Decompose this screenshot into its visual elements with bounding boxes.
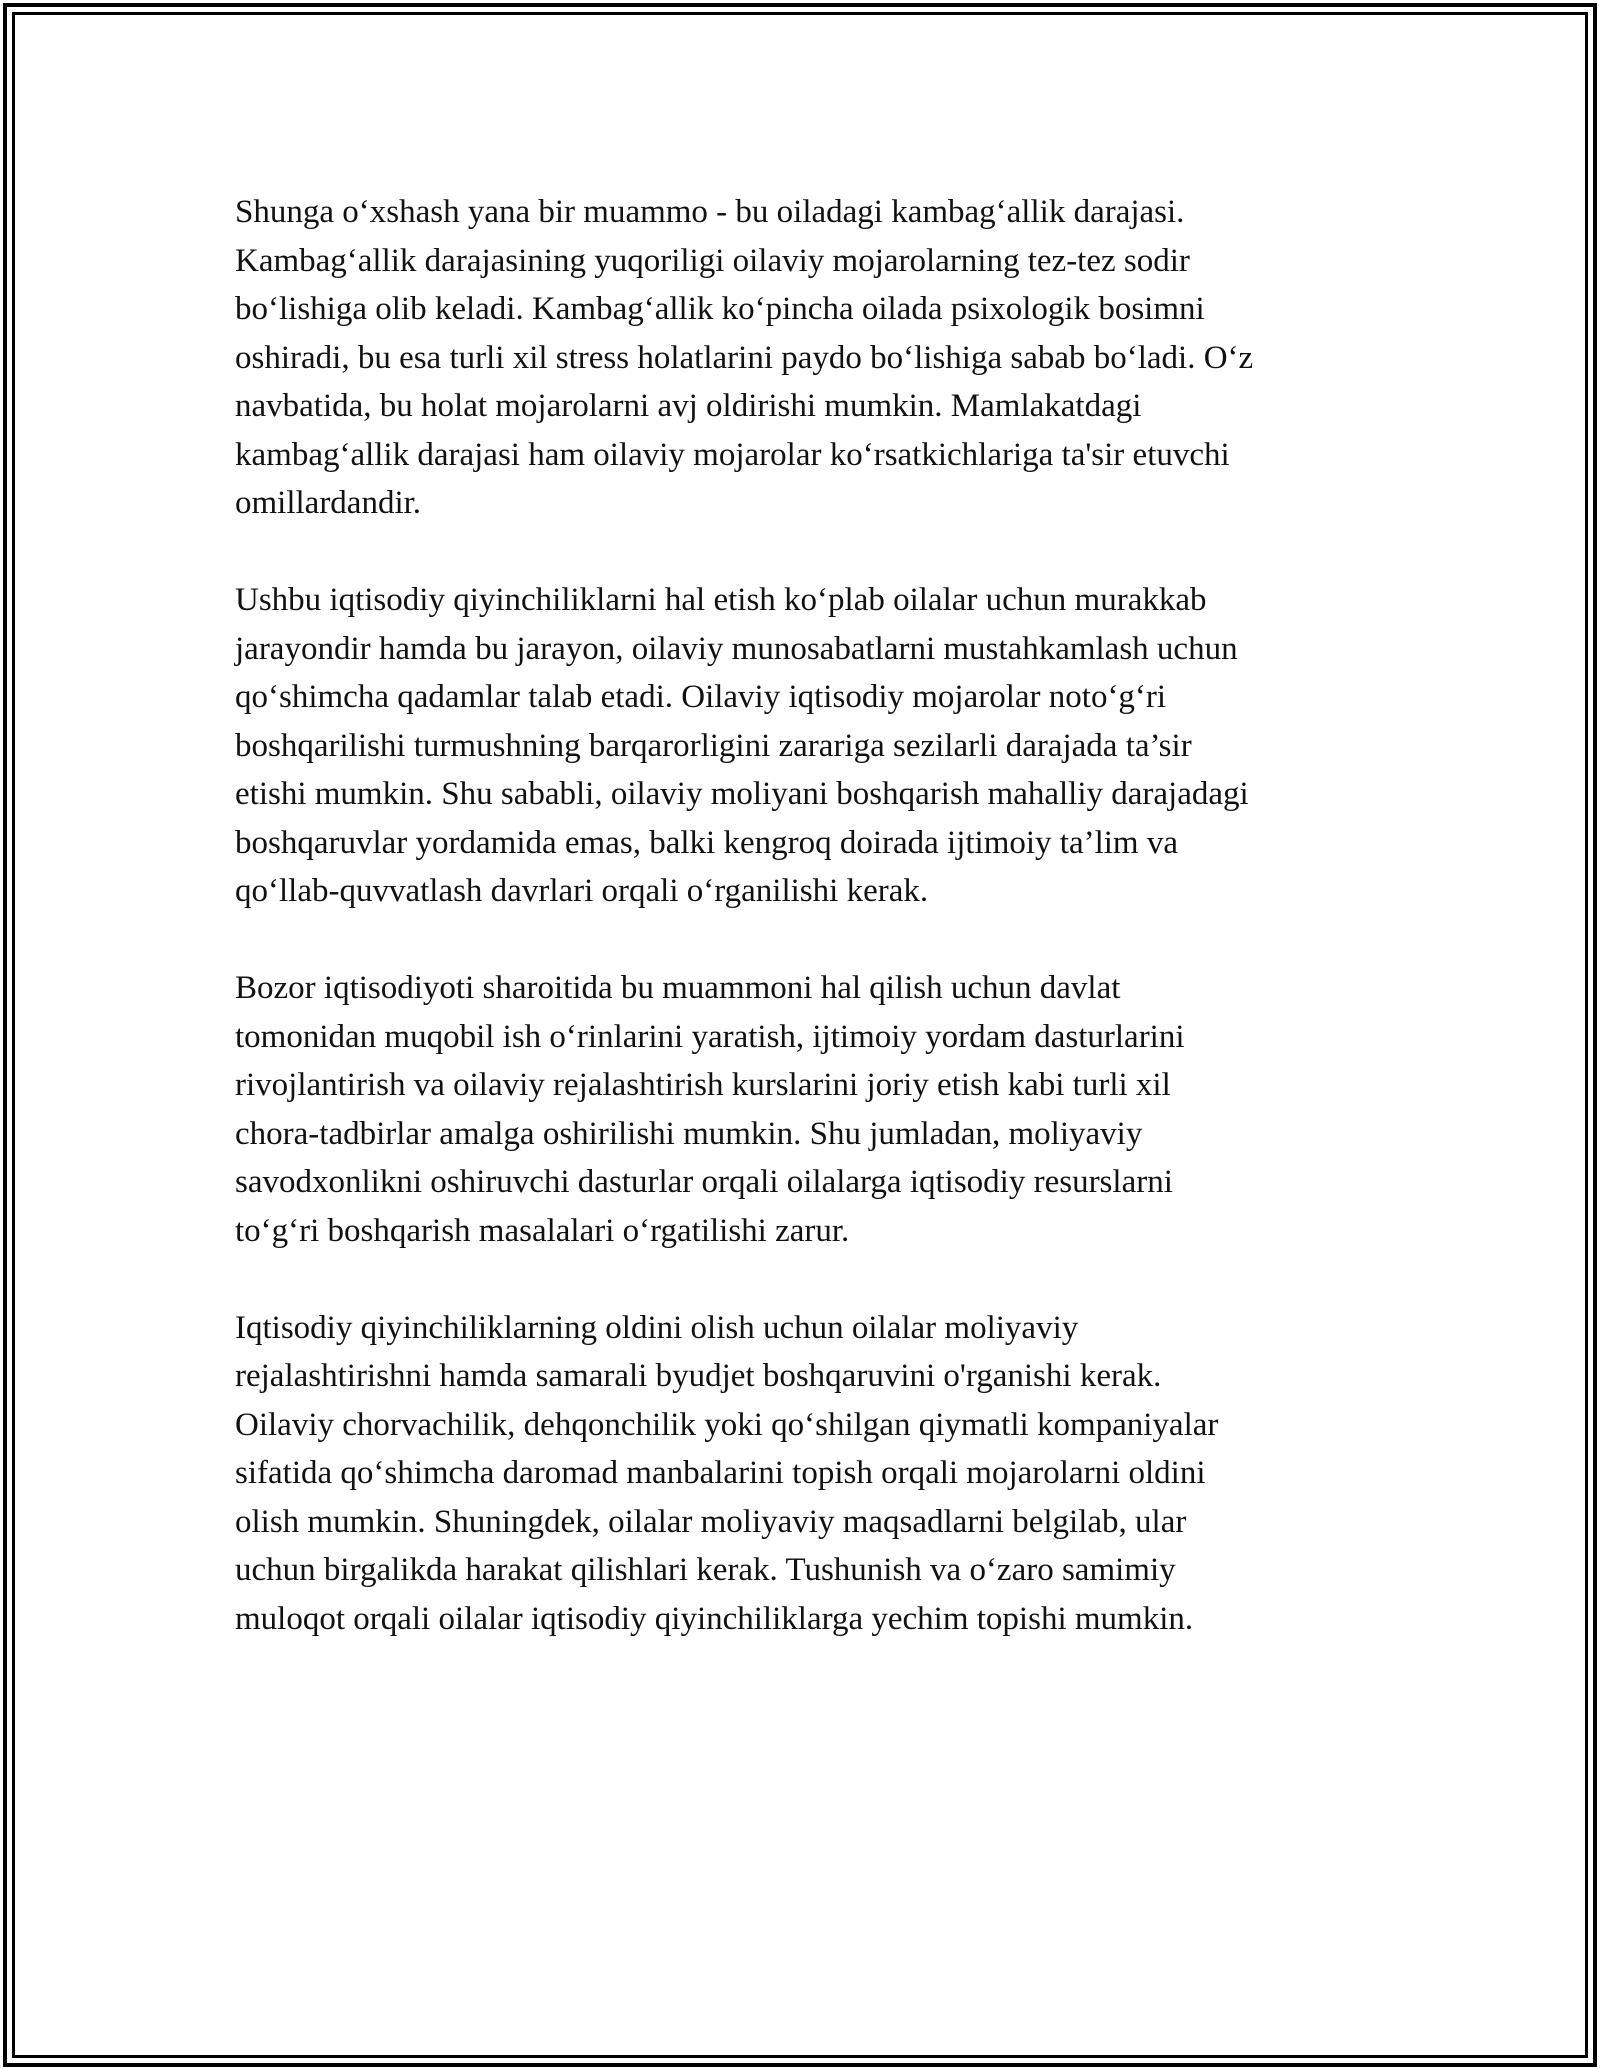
paragraph-2: Ushbu iqtisodiy qiyinchiliklarni hal etish ko‘plab oilalar uchun murakkab jarayondir hamda bu jarayon, oilaviy munosabatlarni mustahkamlash uchun qo‘shimcha qadamlar talab etadi. Oilaviy iqtisodiy mojarolar noto‘g‘ri boshqarilishi turmushning barqarorligini zarariga sezilarli darajada ta’sir etishi mumkin. Shu sababli, oilaviy moliyani boshqarish mahalliy darajadagi boshqaruvlar yordamida emas, balki kengroq doirada ijtimoiy ta’lim va qo‘llab-quvvatlash davrlari orqali o‘rganilishi kerak. <box>235 582 1249 909</box>
paragraph-4: Iqtisodiy qiyinchiliklarning oldini olish uchun oilalar moliyaviy rejalashtirishni hamda samarali byudjet boshqaruvini o'rganishi kerak. Oilaviy chorvachilik, dehqonchilik yoki qo‘shilgan qiymatli kompaniyalar sifatida qo‘shimcha daromad manbalarini topish orqali mojarolarni oldini olish mumkin. Shuningdek, oilalar moliyaviy maqsadlarni belgilab, ular uchun birgalikda harakat qilishlari kerak. Tushunish va o‘zaro samimiy muloqot orqali oilalar iqtisodiy qiyinchiliklarga yechim topishi mumkin. <box>235 1309 1219 1637</box>
paragraph-1: Shunga o‘xshash yana bir muammo - bu oiladagi kambag‘allik darajasi. Kambag‘allik darajasining yuqoriligi oilaviy mojarolarning tez-tez sodir bo‘lishiga olib keladi. Kambag‘allik ko‘pincha oilada psixologik bosimni oshiradi, bu esa turli xil stress holatlarini paydo bo‘lishiga sabab bo‘ladi. O‘z navbatida, bu holat mojarolarni avj oldirishi mumkin. Mamlakatdagi kambag‘allik darajasi ham oilaviy mojarolar ko‘rsatkichlariga ta'sir etuvchi omillardandir. <box>235 194 1254 521</box>
document-body <box>235 188 1415 1692</box>
paragraph-3: Bozor iqtisodiyoti sharoitida bu muammoni hal qilish uchun davlat tomonidan muqobil ish o‘rinlarini yaratish, ijtimoiy yordam dasturlarini rivojlantirish va oilaviy rejalashtirish kurslarini joriy etish kabi turli xil chora-tadbirlar amalga oshirilishi mumkin. Shu jumladan, moliyaviy savodxonlikni oshiruvchi dasturlar orqali oilalarga iqtisodiy resurslarni to‘g‘ri boshqarish masalalari o‘rgatilishi zarur. <box>235 970 1185 1249</box>
